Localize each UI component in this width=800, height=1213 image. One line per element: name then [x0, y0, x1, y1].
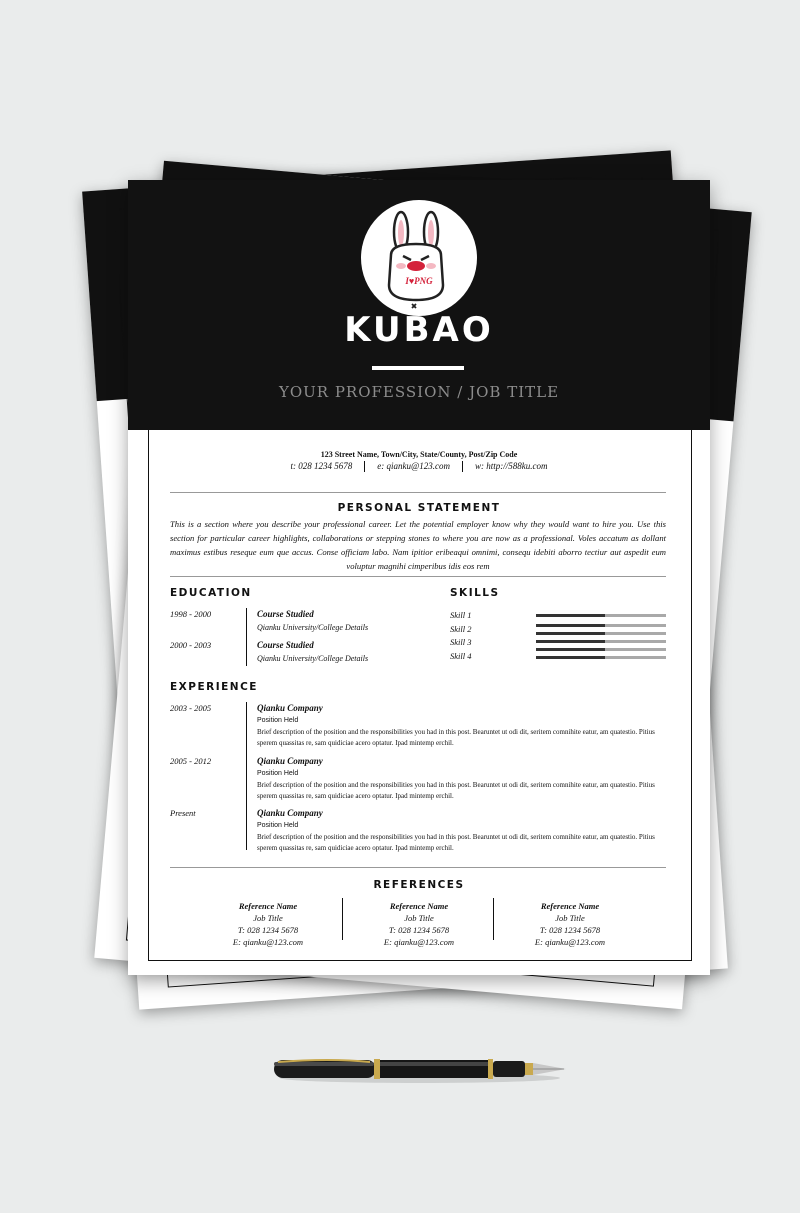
reference-card	[193, 900, 343, 948]
education-course: Course Studied	[257, 640, 314, 650]
statement-text: This is a section where you describe your professional career. Let the potential employer know why they would want to hire you. Use this section for particular career highlights, collaborations or stepping stones to where you are now as a professional. Voles accatum as dollant maximus estibus reseque eum que accus. Conse officiam labo. Nam ipitior eribeaqui omnimi, consequ idebiti aborro tectiur aut aspedit eum voluptur magnihi cimperibus idis eos rem	[170, 519, 666, 571]
contact-row	[128, 461, 710, 472]
experience-description: Brief description of the position and the responsibilities you had in this post. Bearuntet ut odi dit, seritem comnihite eatur, am quatestio. Pitius sperem quassitas re, sam quidiciae acero optatur. Ipad mintemp erchil.	[257, 833, 655, 852]
reference-name: Reference Name	[540, 901, 600, 911]
skill-bar-fill	[536, 648, 605, 651]
avatar-label: I♥PNG	[405, 276, 433, 286]
experience-years: Present	[170, 808, 196, 818]
job-title: YOUR PROFESSION / JOB TITLE	[278, 383, 560, 401]
experience-years: 2005 - 2012	[170, 756, 212, 766]
experience-position: Position Held	[257, 770, 299, 777]
divider	[170, 492, 666, 493]
name-divider	[372, 366, 464, 370]
contact-web: w: http://588ku.com	[475, 461, 548, 471]
resume-name: KUBAO	[344, 310, 494, 350]
skill-label: Skill 4	[450, 651, 472, 661]
divider	[170, 867, 666, 868]
skills-title: SKILLS	[450, 587, 500, 599]
avatar	[361, 200, 477, 316]
skill-bar	[536, 624, 666, 627]
experience-position: Position Held	[257, 717, 299, 724]
reference-job: Job Title	[404, 913, 434, 923]
statement-title: PERSONAL STATEMENT	[337, 502, 501, 514]
skill-bar	[536, 640, 666, 643]
resume-header	[128, 180, 710, 430]
fountain-pen-icon	[270, 1050, 570, 1090]
skill-bar	[536, 656, 666, 659]
contact-email: e: qianku@123.com	[377, 461, 450, 471]
experience-years: 2003 - 2005	[170, 703, 212, 713]
education-timeline	[246, 608, 247, 666]
experience-company: Qianku Company	[257, 756, 323, 766]
education-school: Qianku University/College Details	[257, 654, 369, 663]
skill-bar	[536, 614, 666, 617]
bunny-mascot-icon	[361, 200, 477, 316]
reference-name: Reference Name	[389, 901, 449, 911]
resume-sheet	[128, 180, 710, 975]
reference-phone: T: 028 1234 5678	[388, 925, 450, 935]
education-years: 2000 - 2003	[170, 640, 212, 650]
reference-card	[344, 900, 494, 948]
skill-bar-fill	[536, 614, 605, 617]
references-title: REFERENCES	[373, 879, 465, 891]
skill-bar-fill	[536, 656, 605, 659]
divider	[493, 898, 494, 940]
skill-label: Skill 3	[450, 637, 472, 647]
skill-bar-fill	[536, 624, 605, 627]
contact-address: 123 Street Name, Town/City, State/County, Post/Zip Code	[320, 450, 518, 459]
experience-description: Brief description of the position and the responsibilities you had in this post. Bearuntet ut odi dit, seritem comnihite eatur, am quatestio. Pitius sperem quassitas re, sam quidiciae acero optatur. Ipad mintemp erchil.	[257, 781, 655, 800]
experience-timeline	[246, 702, 247, 850]
experience-description: Brief description of the position and the responsibilities you had in this post. Bearuntet ut odi dit, seritem comnihite eatur, am quatestio. Pitius sperem quassitas re, sam quidiciae acero optatur. Ipad mintemp erchil.	[257, 728, 655, 747]
skill-bar	[536, 648, 666, 651]
reference-job: Job Title	[555, 913, 585, 923]
reference-phone: T: 028 1234 5678	[539, 925, 601, 935]
education-title: EDUCATION	[170, 587, 252, 599]
experience-company: Qianku Company	[257, 703, 323, 713]
skill-label: Skill 2	[450, 624, 472, 634]
experience-company: Qianku Company	[257, 808, 323, 818]
skill-label: Skill 1	[450, 610, 472, 620]
reference-job: Job Title	[253, 913, 283, 923]
divider	[342, 898, 343, 940]
reference-phone: T: 028 1234 5678	[237, 925, 299, 935]
skill-bar-fill	[536, 640, 605, 643]
skill-bar	[536, 632, 666, 635]
education-school: Qianku University/College Details	[257, 623, 369, 632]
divider	[170, 576, 666, 577]
reference-email: E: qianku@123.com	[383, 937, 455, 947]
reference-card	[495, 900, 645, 948]
education-course: Course Studied	[257, 609, 314, 619]
contact-phone: t: 028 1234 5678	[290, 461, 353, 471]
experience-title: EXPERIENCE	[170, 681, 258, 693]
education-years: 1998 - 2000	[170, 609, 212, 619]
experience-position: Position Held	[257, 822, 299, 829]
reference-name: Reference Name	[238, 901, 298, 911]
reference-email: E: qianku@123.com	[534, 937, 606, 947]
reference-email: E: qianku@123.com	[232, 937, 304, 947]
skill-bar-fill	[536, 632, 605, 635]
